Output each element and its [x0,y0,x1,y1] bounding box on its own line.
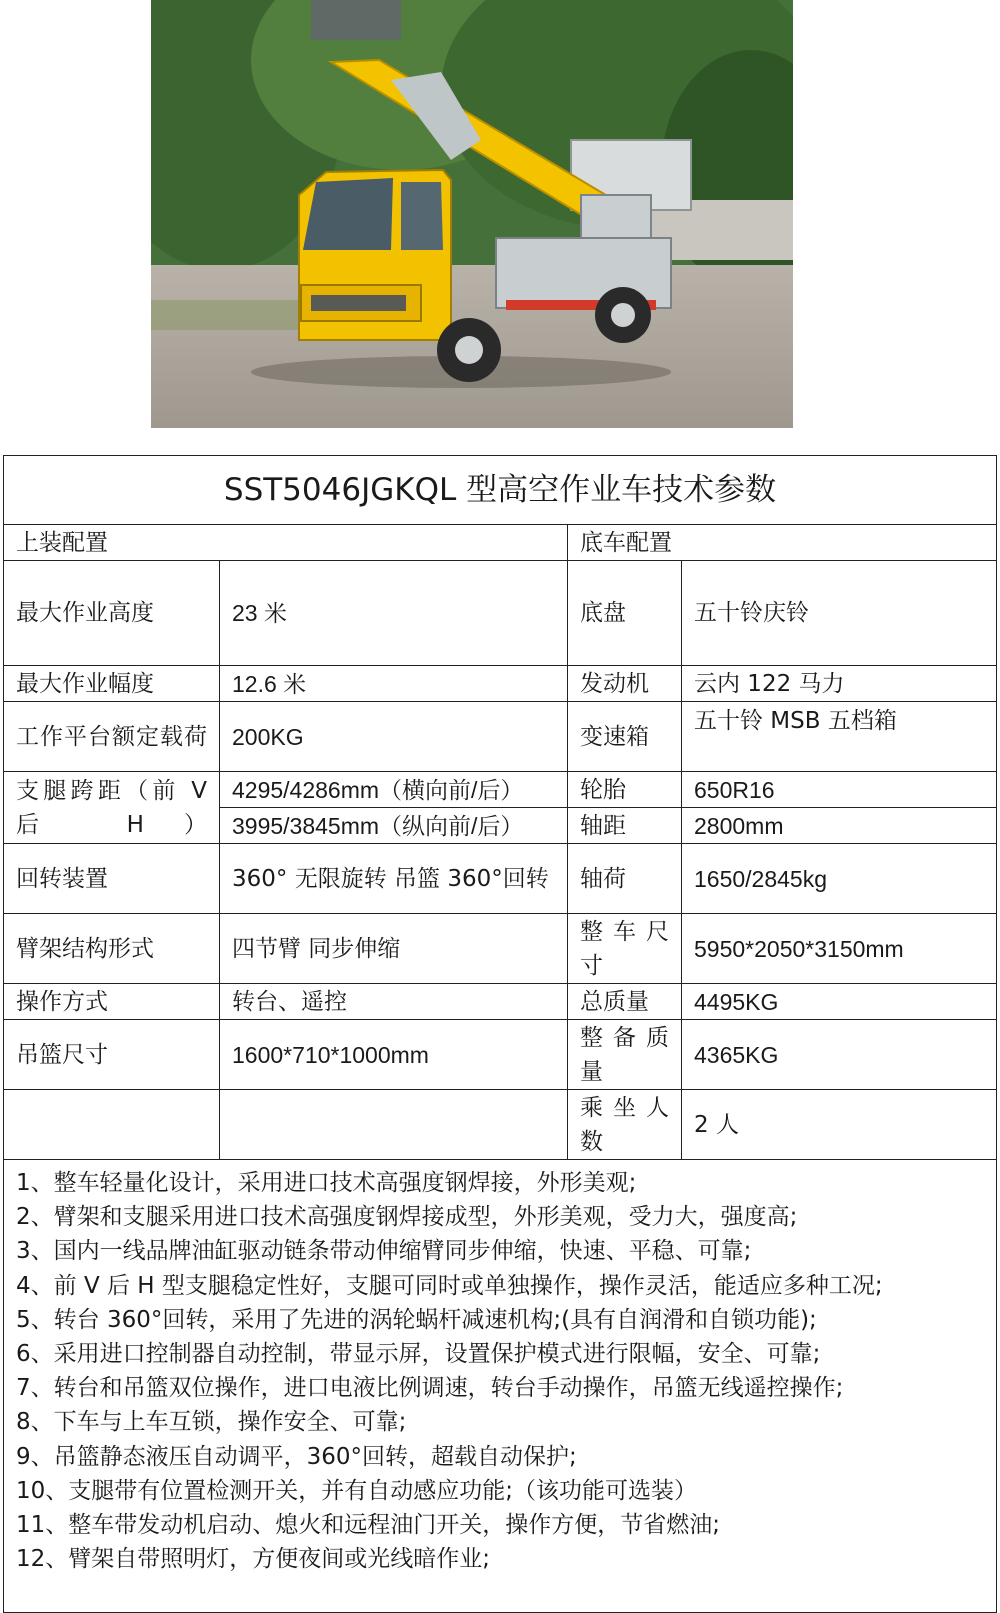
row-value: 4295/4286mm（横向前/后） [220,772,568,808]
row-label [4,1090,220,1160]
section-header-upper: 上装配置 [4,525,568,561]
list-item: 2、臂架和支腿采用进口技术高强度钢焊接成型，外形美观，受力大，强度高; [16,1204,798,1231]
list-item: 12、臂架自带照明灯，方便夜间或光线暗作业; [16,1546,491,1573]
row-label: 吊篮尺寸 [4,1020,220,1090]
row-label: 发动机 [568,666,682,702]
table-row [4,561,997,666]
row-label: 变速箱 [568,702,682,772]
feature-list [4,1160,997,1613]
list-item: 5、转台 360°回转，采用了先进的涡轮蜗杆减速机构;(具有自润滑和自锁功能); [16,1306,817,1333]
table-row [4,984,997,1020]
table-row [4,1020,997,1090]
row-value [220,1090,568,1160]
table-row [4,772,997,808]
table-row [4,844,997,914]
list-item: 8、下车与上车互锁，操作安全、可靠; [16,1409,407,1436]
row-label: 支腿跨距（前 V 后 H） [4,772,220,844]
aerial-work-truck-photo-icon [151,0,793,428]
row-value: 五十铃 MSB 五档箱 [682,702,997,772]
row-value: 转台、遥控 [220,984,568,1020]
row-label: 轴荷 [568,844,682,914]
row-value: 云内 122 马力 [682,666,997,702]
section-header-chassis: 底车配置 [568,525,997,561]
row-label: 总质量 [568,984,682,1020]
list-item: 4、前 V 后 H 型支腿稳定性好，支腿可同时或单独操作，操作灵活，能适应多种工况; [16,1272,883,1299]
row-value: 五十铃庆铃 [682,561,997,666]
list-item: 9、吊篮静态液压自动调平，360°回转，超载自动保护; [16,1443,577,1470]
table-row [4,702,997,772]
row-value: 5950*2050*3150mm [682,914,997,984]
list-item: 7、转台和吊篮双位操作，进口电液比例调速，转台手动操作，吊篮无线遥控操作; [16,1375,844,1402]
row-label: 最大作业幅度 [4,666,220,702]
table-row [4,666,997,702]
list-item: 3、国内一线品牌油缸驱动链条带动伸缩臂同步伸缩，快速、平稳、可靠; [16,1238,752,1265]
row-label: 操作方式 [4,984,220,1020]
list-item: 6、采用进口控制器自动控制，带显示屏，设置保护模式进行限幅，安全、可靠; [16,1341,821,1368]
row-value: 四节臂 同步伸缩 [220,914,568,984]
row-label: 轴距 [568,808,682,844]
row-value: 12.6 米 [220,666,568,702]
truck-photo [151,0,793,428]
row-label: 回转装置 [4,844,220,914]
row-label: 乘坐人数 [568,1090,682,1160]
row-label: 整备质量 [568,1020,682,1090]
table-row [4,1090,997,1160]
table-title: SST5046JGKQL 型高空作业车技术参数 [4,456,997,525]
row-value: 4495KG [682,984,997,1020]
row-value: 1600*710*1000mm [220,1020,568,1090]
row-label: 轮胎 [568,772,682,808]
row-label: 臂架结构形式 [4,914,220,984]
row-label: 最大作业高度 [4,561,220,666]
row-value: 360° 无限旋转 吊篮 360°回转 [220,844,568,914]
row-value: 650R16 [682,772,997,808]
row-value: 2800mm [682,808,997,844]
row-label: 工作平台额定载荷 [4,702,220,772]
list-item: 11、整车带发动机启动、熄火和远程油门开关，操作方便，节省燃油; [16,1512,721,1539]
table-row [4,914,997,984]
row-label: 底盘 [568,561,682,666]
row-value: 23 米 [220,561,568,666]
row-value: 2 人 [682,1090,997,1160]
row-value: 200KG [220,702,568,772]
list-item: 1、整车轻量化设计，采用进口技术高强度钢焊接，外形美观; [16,1170,637,1196]
row-label: 整车尺寸 [568,914,682,984]
spec-table [3,455,997,1613]
row-value: 1650/2845kg [682,844,997,914]
row-value: 3995/3845mm（纵向前/后） [220,808,568,844]
row-value: 4365KG [682,1020,997,1090]
list-item: 10、支腿带有位置检测开关，并有自动感应功能;（该功能可选装） [16,1477,698,1504]
